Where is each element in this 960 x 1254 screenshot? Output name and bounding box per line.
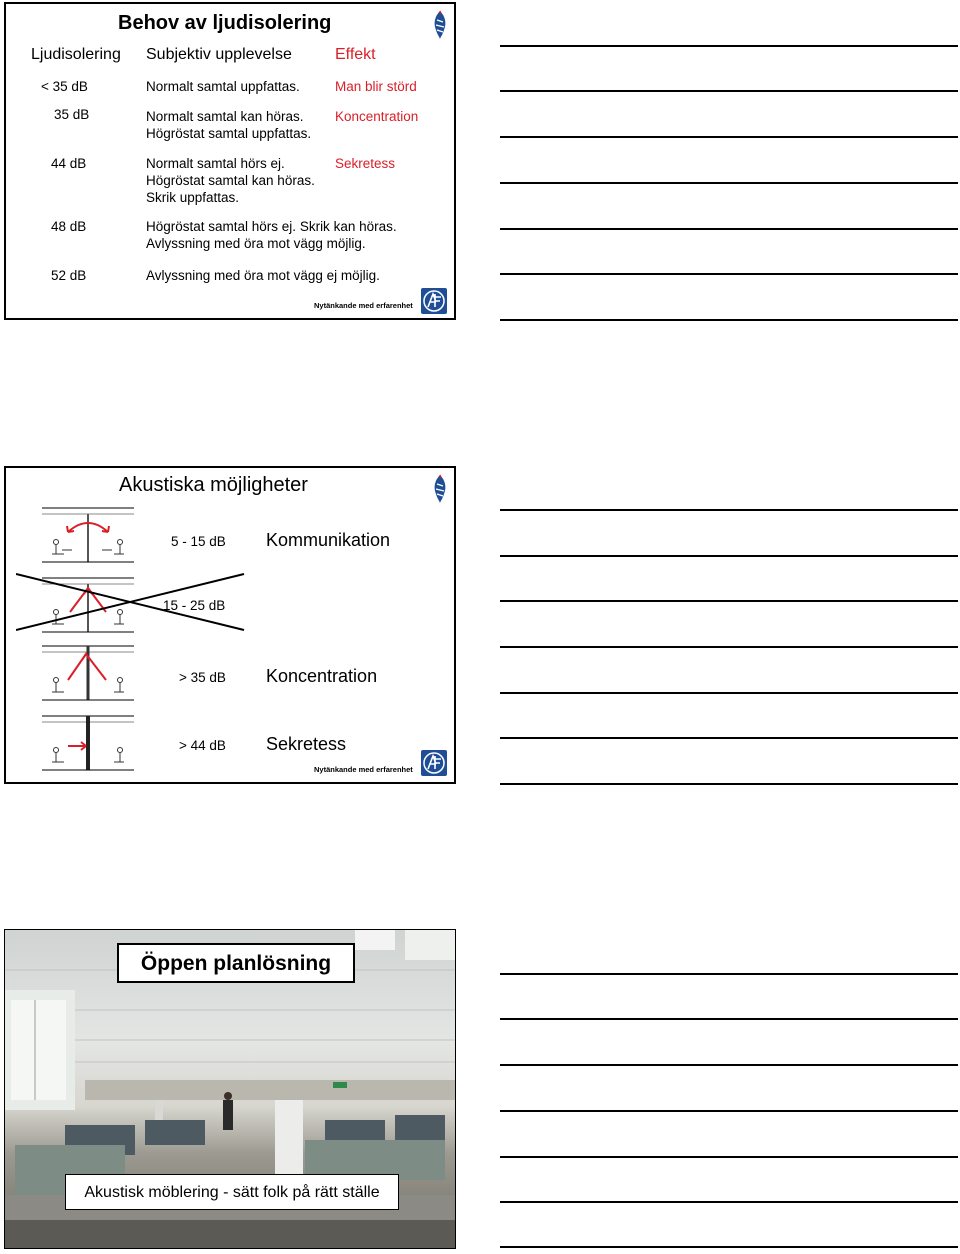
shell-logo-icon [432,474,448,504]
header-ljudisolering: Ljudisolering [31,46,121,63]
row-desc: Normalt samtal hörs ej. Högröstat samtal kan höras. Skrik uppfattas. [146,156,315,205]
note-line[interactable] [500,692,958,694]
effect-label: Kommunikation [266,530,391,550]
room-figure-communication [42,506,134,568]
note-line[interactable] [500,1018,958,1020]
row-db: 48 dB [51,219,87,234]
range-label: > 44 dB [179,738,226,753]
note-line[interactable] [500,136,958,138]
af-logo-icon [421,288,447,314]
slide-behov-av-ljudisolering [4,2,456,320]
row-db: 52 dB [51,268,87,283]
note-line[interactable] [500,1201,958,1203]
title-box [117,943,355,983]
note-line[interactable] [500,90,958,92]
note-line[interactable] [500,737,958,739]
photo-caption: Akustisk möblering - sätt folk på rätt ställe [84,1184,380,1201]
row-effect: Koncentration [335,109,419,124]
row-db: 44 dB [51,156,87,171]
range-label: 5 - 15 dB [171,534,226,549]
row-desc: Avlyssning med öra mot vägg ej möjlig. [146,268,380,283]
note-line[interactable] [500,646,958,648]
row-desc: Normalt samtal kan höras. Högröstat samtal uppfattas. [146,109,312,141]
note-line[interactable] [500,1246,958,1248]
header-effekt: Effekt [335,46,376,63]
note-line[interactable] [500,1064,958,1066]
slide-title: Behov av ljudisolering [118,12,332,34]
slide-oppen-planlosning [4,929,456,1249]
note-line[interactable] [500,783,958,785]
note-line[interactable] [500,182,958,184]
note-line[interactable] [500,1110,958,1112]
af-logo-icon [421,750,447,776]
note-line[interactable] [500,509,958,511]
footer-slogan: Nytänkande med erfarenhet [314,765,413,774]
effect-label: Koncentration [266,666,378,686]
footer-slogan: Nytänkande med erfarenhet [314,301,413,310]
row-db: 35 dB [54,107,90,122]
note-line[interactable] [500,319,958,321]
note-line[interactable] [500,273,958,275]
caption-box [65,1174,399,1210]
note-line[interactable] [500,228,958,230]
row-desc: Normalt samtal uppfattas. [146,79,300,94]
header-subjektiv-upplevelse: Subjektiv upplevelse [146,46,292,63]
note-line[interactable] [500,973,958,975]
note-line[interactable] [500,555,958,557]
note-line[interactable] [500,600,958,602]
room-figure-concentration [42,644,134,706]
range-label: 15 - 25 dB [163,598,226,613]
row-effect: Sekretess [335,156,396,171]
effect-label: Sekretess [266,734,347,754]
range-label: > 35 dB [179,670,226,685]
row-desc: Högröstat samtal hörs ej. Skrik kan höras. Avlyssning med öra mot vägg möjlig. [146,219,397,251]
note-line[interactable] [500,45,958,47]
row-effect: Man blir störd [335,79,417,94]
slide-title: Öppen planlösning [140,952,332,975]
slide-akustiska-mojligheter [4,466,456,784]
row-db: < 35 dB [41,79,88,94]
note-line[interactable] [500,1156,958,1158]
shell-logo-icon [432,10,448,40]
room-figure-secrecy [42,714,134,776]
slide-title: Akustiska möjligheter [119,474,308,496]
